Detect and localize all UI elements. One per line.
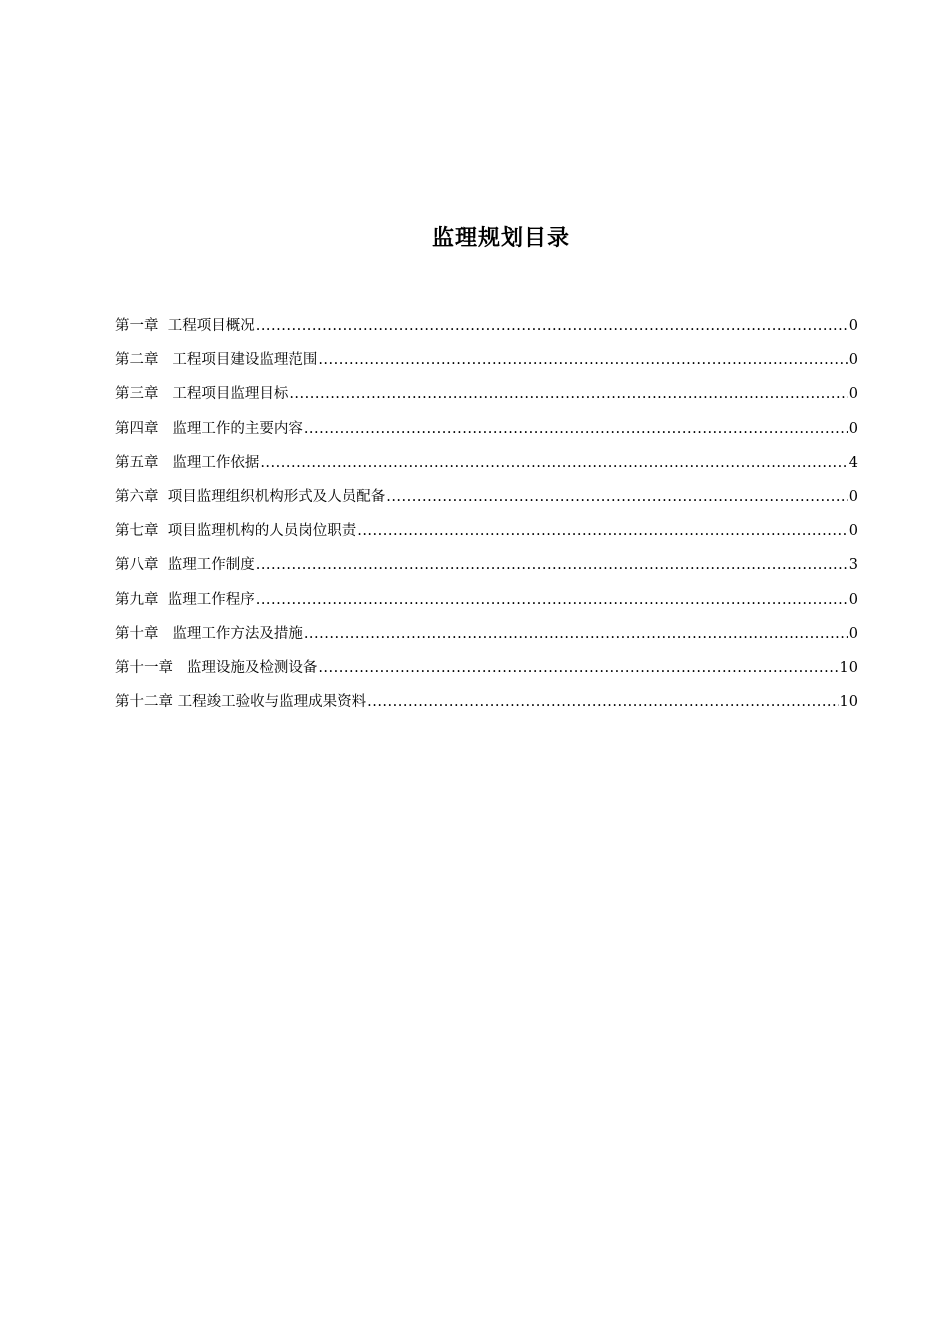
toc-entry-page-number: 0 <box>848 488 858 505</box>
toc-entry-label: 第四章 监理工作的主要内容 <box>115 420 303 437</box>
toc-entry-chapter-12[interactable] <box>115 690 858 724</box>
toc-entry-label: 第八章 监理工作制度 <box>115 557 255 574</box>
toc-entry-chapter-3[interactable] <box>115 382 858 416</box>
toc-dot-leader <box>289 382 847 406</box>
toc-entry-label: 第一章 工程项目概况 <box>115 318 255 334</box>
toc-entry-page-number: 3 <box>848 557 858 574</box>
toc-entry-label: 第十一章 监理设施及检测设备 <box>115 659 318 676</box>
toc-dot-leader <box>256 314 848 338</box>
toc-entry-page-number: 0 <box>848 523 858 540</box>
toc-entry-page-number: 0 <box>848 352 858 369</box>
toc-dot-leader <box>318 348 847 372</box>
toc-dot-leader <box>304 417 848 441</box>
toc-entry-chapter-11[interactable] <box>115 656 858 690</box>
toc-dot-leader <box>256 553 848 577</box>
toc-dot-leader <box>357 519 848 543</box>
toc-entry-label: 第二章 工程项目建设监理范围 <box>115 352 318 369</box>
toc-entry-chapter-9[interactable] <box>115 588 858 622</box>
toc-entry-page-number: 0 <box>848 625 858 642</box>
toc-entry-label: 第七章 项目监理机构的人员岗位职责 <box>115 523 357 540</box>
toc-entry-page-number: 10 <box>839 659 858 676</box>
toc-dot-leader <box>318 656 838 680</box>
toc-entry-page-number: 0 <box>848 420 858 437</box>
toc-entry-label: 第六章 项目监理组织机构形式及人员配备 <box>115 488 386 505</box>
toc-dot-leader <box>260 451 847 475</box>
toc-entry-label: 第五章 监理工作依据 <box>115 454 260 471</box>
toc-entry-page-number: 0 <box>848 591 858 608</box>
toc-entry-chapter-2[interactable] <box>115 348 858 382</box>
toc-entry-chapter-5[interactable] <box>115 451 858 485</box>
toc-entry-chapter-4[interactable] <box>115 417 858 451</box>
toc-entry-chapter-6[interactable] <box>115 485 858 519</box>
toc-entry-label: 第十二章 工程竣工验收与监理成果资料 <box>115 694 367 711</box>
toc-entry-page-number: 10 <box>839 694 858 711</box>
toc-dot-leader <box>386 485 848 509</box>
toc-entry-page-number: 0 <box>848 386 858 403</box>
toc-dot-leader <box>256 588 848 612</box>
toc-entry-chapter-10[interactable] <box>115 622 858 656</box>
toc-entry-page-number: 4 <box>848 454 858 471</box>
toc-entry-page-number: 0 <box>848 318 858 334</box>
toc-entry-label: 第三章 工程项目监理目标 <box>115 386 289 403</box>
page-title: 监理规划目录 <box>431 226 570 251</box>
toc-entry-label: 第九章 监理工作程序 <box>115 591 255 608</box>
toc-dot-leader <box>304 622 848 646</box>
toc-entry-label: 第十章 监理工作方法及措施 <box>115 625 303 642</box>
toc-dot-leader <box>367 690 838 714</box>
toc-entry-chapter-8[interactable] <box>115 553 858 587</box>
toc-entry-chapter-7[interactable] <box>115 519 858 553</box>
table-of-contents <box>115 314 858 724</box>
toc-entry-chapter-1[interactable] <box>115 314 858 348</box>
